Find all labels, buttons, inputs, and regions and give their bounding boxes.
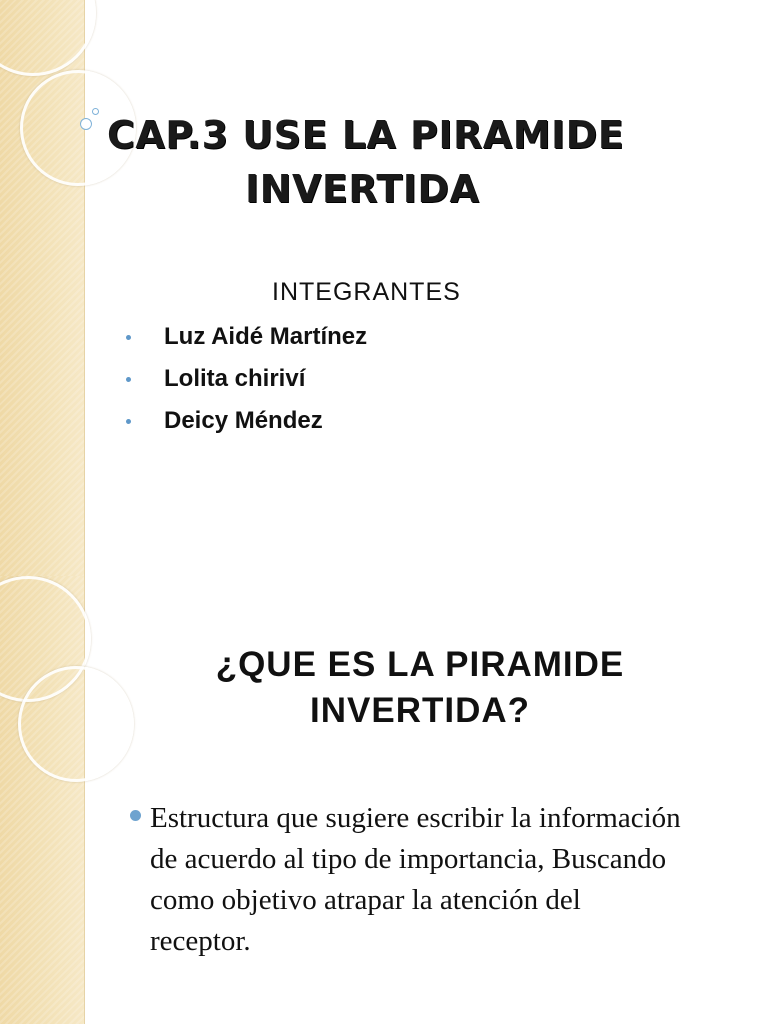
decorative-ring [18,666,134,782]
slide-title-line: CAP.3 USE LA PIRAMIDE [107,113,625,157]
question-title-line: ¿QUE ES LA PIRAMIDE [215,645,625,684]
decorative-dot-icon [80,118,92,130]
definition-text: Estructura que sugiere escribir la información de acuerdo al tipo de importancia, Buscando como objetivo atrapar la atención del receptor. [150,802,681,957]
question-title-line: INVERTIDA? [310,691,530,730]
slide-title-line: INVERTIDA [245,167,480,211]
slide-2 [0,576,768,1024]
member-name: Lolita chiriví [164,365,306,392]
bullet-icon [126,377,131,382]
decorative-side-strip [0,0,85,576]
definition-bullet [128,798,688,962]
member-name: Luz Aidé Martínez [164,323,368,350]
members-heading: INTEGRANTES [272,278,461,306]
list-item [120,360,367,402]
members-list [120,318,367,444]
list-item [120,318,367,360]
decorative-ring [0,0,96,76]
decorative-side-strip [0,576,85,1024]
member-name: Deicy Méndez [164,407,323,434]
slide-title [95,108,655,216]
list-item [120,402,367,444]
bullet-icon [126,335,131,340]
question-title [150,642,690,734]
bullet-icon [126,419,131,424]
bullet-icon [130,810,141,821]
